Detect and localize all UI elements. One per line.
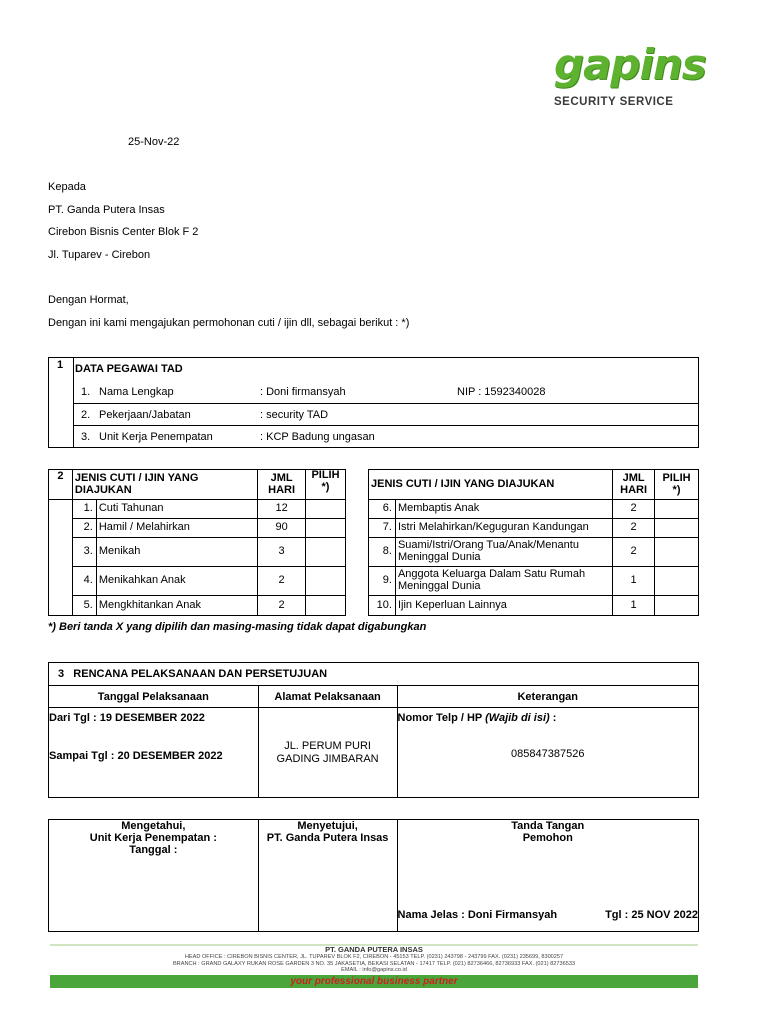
table-row xyxy=(369,596,699,616)
letter-date: 25-Nov-22 xyxy=(128,136,180,148)
footer-tagline: your professional business partner xyxy=(290,976,458,987)
leave-days: 90 xyxy=(258,519,306,538)
logo-wordmark: gapins xyxy=(554,40,706,89)
leave-days: 2 xyxy=(613,500,655,519)
table-row xyxy=(369,500,699,519)
column-header-keterangan: Keterangan xyxy=(397,686,699,708)
table-row xyxy=(49,519,346,538)
row-number: 1. xyxy=(81,386,91,398)
remarks-cell xyxy=(397,708,699,798)
end-date: Sampai Tgl : 20 DESEMBER 2022 xyxy=(49,750,223,762)
leave-select-cell[interactable] xyxy=(306,596,346,616)
applicant-signature-cell[interactable] xyxy=(397,820,698,932)
approval-company: PT. Ganda Putera Insas xyxy=(266,832,389,844)
leave-select-cell[interactable] xyxy=(655,500,699,519)
leave-type: Anggota Keluarga Dalam Satu Rumah Meninggal Dunia xyxy=(395,567,612,596)
leave-select-cell[interactable] xyxy=(306,567,346,596)
footer-email: EMAIL : info@gapins.co.id xyxy=(341,967,407,973)
row-number: 2. xyxy=(72,519,96,538)
column-header-pilih: PILIH *) xyxy=(306,470,346,500)
leave-days: 2 xyxy=(258,596,306,616)
address-value: JL. PERUM PURI GADING JIMBARAN xyxy=(258,708,397,798)
employee-row-name xyxy=(73,381,698,403)
logo-subtitle: SECURITY SERVICE xyxy=(554,96,674,108)
leave-select-cell[interactable] xyxy=(655,596,699,616)
row-number: 10. xyxy=(369,596,396,616)
plan-approval-table xyxy=(48,662,699,798)
leave-select-cell[interactable] xyxy=(306,500,346,519)
row-number: 6. xyxy=(369,500,396,519)
leave-type: Suami/Istri/Orang Tua/Anak/Menantu Meninggal Dunia xyxy=(395,538,612,567)
date-label: Tanggal : xyxy=(129,844,178,856)
row-label: Nama Lengkap xyxy=(99,386,174,398)
leave-type: Hamil / Melahirkan xyxy=(96,519,257,538)
row-number: 1. xyxy=(72,500,96,519)
row-label: Pekerjaan/Jabatan xyxy=(99,409,191,421)
row-number: 8. xyxy=(369,538,396,567)
leave-select-cell[interactable] xyxy=(306,519,346,538)
recipient-address-2: Jl. Tuparev - Cirebon xyxy=(48,249,151,261)
date-cell xyxy=(49,708,259,798)
signature-label: Tanda Tangan xyxy=(511,820,585,832)
phone-label: Nomor Telp / HP (Wajib di isi) : xyxy=(397,712,557,724)
row-number: 4. xyxy=(72,567,96,596)
selection-note: *) Beri tanda X yang dipilih dan masing-masing tidak dapat digabungkan xyxy=(48,621,427,633)
leave-select-cell[interactable] xyxy=(655,538,699,567)
table-row xyxy=(369,567,699,596)
row-number: 5. xyxy=(72,596,96,616)
section-title: DATA PEGAWAI TAD xyxy=(75,363,183,375)
table-row xyxy=(49,500,346,519)
leave-days: 1 xyxy=(613,596,655,616)
applicant-date: Tgl : 25 NOV 2022 xyxy=(605,909,698,921)
column-header-jenis: JENIS CUTI / IJIN YANG DIAJUKAN xyxy=(369,470,613,500)
column-header-jml: JML HARI xyxy=(613,470,655,500)
row-number: 2. xyxy=(81,409,91,421)
acknowledge-label: Mengetahui, xyxy=(121,820,186,832)
leave-type: Mengkhitankan Anak xyxy=(96,596,257,616)
applicant-label: Pemohon xyxy=(522,832,573,844)
table-row xyxy=(49,567,346,596)
leave-days: 1 xyxy=(613,567,655,596)
footer-branch: BRANCH : GRAND GALAXY RUKAN ROSE GARDEN 3 NO. 35 JAKASETIA, BEKASI SELATAN - 17417 TELP. (021) 82736466, 82736933 FAX. (021) 82736533 xyxy=(172,961,576,967)
leave-days: 12 xyxy=(258,500,306,519)
section-3-header xyxy=(49,663,699,686)
leave-days: 2 xyxy=(613,519,655,538)
phone-number: 085847387526 xyxy=(511,748,585,760)
leave-type: Ijin Keperluan Lainnya xyxy=(395,596,612,616)
leave-days: 2 xyxy=(613,538,655,567)
row-number: 7. xyxy=(369,519,396,538)
unit-label: Unit Kerja Penempatan : xyxy=(89,832,217,844)
greeting: Dengan Hormat, xyxy=(48,294,129,306)
footer-company: PT. GANDA PUTERA INSAS xyxy=(325,945,423,954)
recipient-to: Kepada xyxy=(48,181,86,193)
row-value: : security TAD xyxy=(260,409,329,421)
column-header-tanggal: Tanggal Pelaksanaan xyxy=(49,686,259,708)
leave-select-cell[interactable] xyxy=(306,538,346,567)
leave-days: 2 xyxy=(258,567,306,596)
recipient-company: PT. Ganda Putera Insas xyxy=(48,204,165,216)
section-number: 2 xyxy=(49,470,73,500)
footer-head-office: HEAD OFFICE : CIREBON BISNIS CENTER, JL. TUPAREV BLOK F2, CIREBON - 45153 TELP. (0231) 243798 - 243799 FAX. (0231) 235699, 8300257 xyxy=(184,954,564,960)
leave-days: 3 xyxy=(258,538,306,567)
acknowledge-cell xyxy=(49,820,259,932)
section-number: 1 xyxy=(57,359,64,371)
table-row xyxy=(49,596,346,616)
leave-type-table-left xyxy=(48,469,346,616)
row-number: 3. xyxy=(81,431,91,443)
leave-select-cell[interactable] xyxy=(655,567,699,596)
company-logo xyxy=(550,40,706,114)
signature-table xyxy=(48,819,699,932)
column-header-jml: JML HARI xyxy=(258,470,306,500)
intro-text: Dengan ini kami mengajukan permohonan cuti / ijin dll, sebagai berikut : *) xyxy=(48,317,410,329)
section-number: 3 xyxy=(58,668,65,680)
row-value: : Doni firmansyah xyxy=(260,386,346,398)
leave-select-cell[interactable] xyxy=(655,519,699,538)
letterhead-footer xyxy=(50,944,698,988)
column-header-jenis: JENIS CUTI / IJIN YANG DIAJUKAN xyxy=(72,470,257,500)
column-header-pilih: PILIH *) xyxy=(655,470,699,500)
employee-row-unit xyxy=(73,425,698,448)
approval-cell xyxy=(258,820,397,932)
table-row xyxy=(49,538,346,567)
employee-data-section xyxy=(48,357,699,448)
row-value: : KCP Badung ungasan xyxy=(260,431,375,443)
nip-value: NIP : 1592340028 xyxy=(457,386,546,398)
table-row xyxy=(369,519,699,538)
applicant-name: Nama Jelas : Doni Firmansyah xyxy=(397,909,558,921)
leave-type: Membaptis Anak xyxy=(395,500,612,519)
recipient-address-1: Cirebon Bisnis Center Blok F 2 xyxy=(48,226,199,238)
row-number: 3. xyxy=(72,538,96,567)
column-header-alamat: Alamat Pelaksanaan xyxy=(258,686,397,708)
employee-row-job xyxy=(73,403,698,426)
leave-type-table-right xyxy=(368,469,699,616)
approval-label: Menyetujui, xyxy=(297,820,358,832)
leave-type: Istri Melahirkan/Keguguran Kandungan xyxy=(395,519,612,538)
leave-type: Menikahkan Anak xyxy=(96,567,257,596)
table-row xyxy=(369,538,699,567)
leave-type: Menikah xyxy=(96,538,257,567)
section-title: RENCANA PELAKSANAAN DAN PERSETUJUAN xyxy=(73,668,328,680)
row-number: 9. xyxy=(369,567,396,596)
row-label: Unit Kerja Penempatan xyxy=(99,431,213,443)
start-date: Dari Tgl : 19 DESEMBER 2022 xyxy=(49,712,205,724)
leave-type: Cuti Tahunan xyxy=(96,500,257,519)
